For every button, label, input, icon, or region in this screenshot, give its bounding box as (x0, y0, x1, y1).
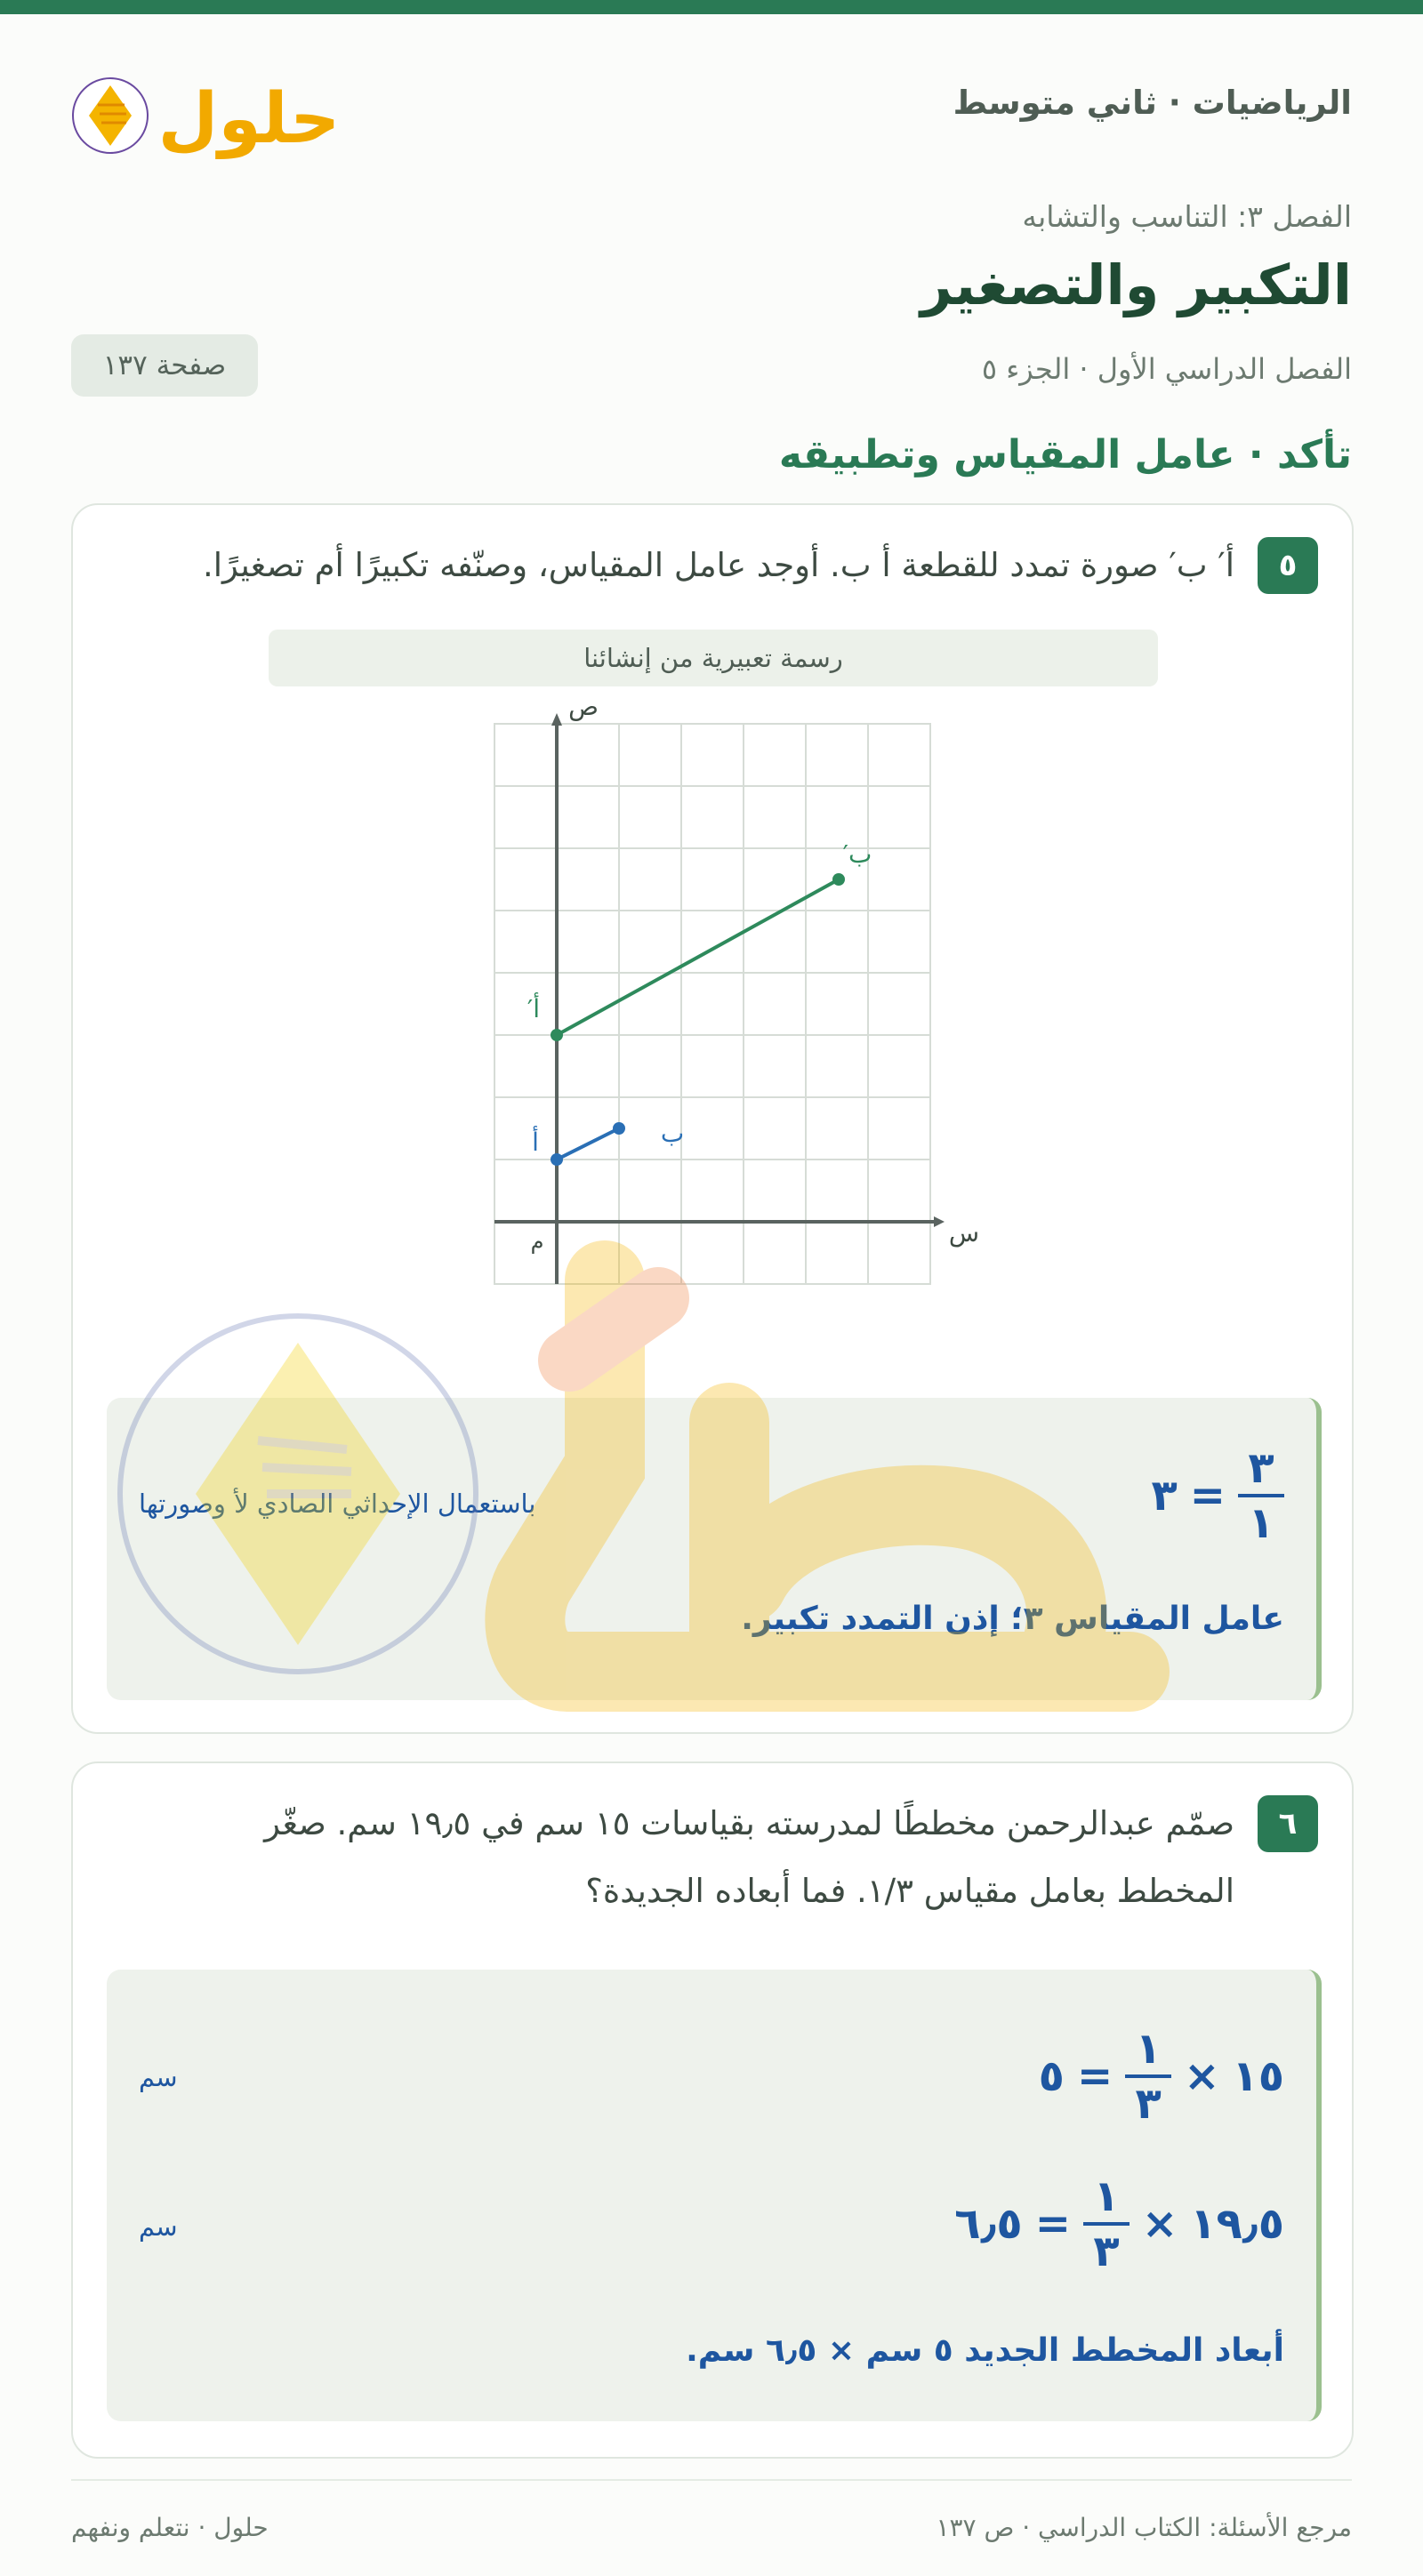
numerator: ١ (1135, 2024, 1162, 2074)
question-number-badge: ٦ (1258, 1795, 1318, 1852)
question-text-line1: صمّم عبدالرحمن مخططًا لمدرسته بقياسات ١٥ سم في ١٩٫٥ سم. صغّر (264, 1804, 1234, 1842)
page (71, 14, 1352, 2542)
grid (494, 724, 930, 1284)
dilation-graph (73, 692, 1352, 1254)
operand: ١٥ (1232, 2051, 1284, 2101)
subject-label: الرياضيات · ثاني متوسط (953, 84, 1352, 122)
segment-ab (557, 1128, 619, 1160)
footer-brand: حلول · نتعلم ونفهم (71, 2513, 269, 2542)
y-axis-label: ص (568, 692, 599, 721)
denominator: ١ (1248, 1498, 1274, 1548)
label-b: ب (660, 1119, 685, 1148)
fraction (1083, 2171, 1130, 2277)
answer-box (107, 1970, 1322, 2421)
y-axis-arrow (551, 713, 562, 726)
top-accent-bar (0, 0, 1423, 14)
chapter-label: الفصل ٣: التناسب والتشابه (1022, 199, 1352, 234)
result: ٣ (1151, 1471, 1178, 1521)
answer-box (107, 1398, 1322, 1700)
point-a-prime (551, 1029, 563, 1041)
segment-a2b2 (557, 879, 839, 1035)
fraction (1125, 2023, 1171, 2130)
footer-source: مرجع الأسئلة: الكتاب الدراسي · ص ١٣٧ (936, 2513, 1352, 2542)
point-a (551, 1153, 563, 1166)
denominator: ٣ (1093, 2227, 1120, 2276)
question-card-5 (71, 503, 1354, 1734)
header (71, 14, 1352, 201)
equation-row-2 (954, 2171, 1284, 2277)
question-number-badge: ٥ (1258, 537, 1318, 594)
times-sign: × (1184, 2051, 1220, 2101)
logo-text: حلول (157, 79, 341, 159)
fraction (1238, 1442, 1284, 1549)
answer-note: باستعمال الإحداثي الصادي لأ وصورتها (139, 1489, 536, 1519)
scale-factor-equation (1151, 1442, 1284, 1549)
numerator: ٣ (1248, 1443, 1274, 1493)
result: ٦٫٥ (954, 2199, 1023, 2249)
x-axis-label: س (948, 1218, 980, 1248)
equals-sign: = (1076, 2051, 1113, 2101)
question-text-line2: المخطط بعامل مقياس ١/٣. فما أبعاده الجديدة؟ (585, 1872, 1234, 1910)
section-heading: تأكد · عامل المقياس وتطبيقه (778, 432, 1352, 477)
equation-row-1 (1039, 2023, 1284, 2130)
answer-conclusion: عامل المقياس ٣؛ إذن التمدد تكبير. (741, 1601, 1284, 1637)
point-b (613, 1122, 625, 1135)
footer-divider (71, 2479, 1352, 2481)
denominator: ٣ (1135, 2079, 1162, 2129)
result: ٥ (1038, 2051, 1065, 2101)
page-title: التكبير والتصغير (920, 253, 1352, 317)
question-text: أ′ ب′ صورة تمدد للقطعة أ ب. أوجد عامل المقياس، وصنّفه تكبيرًا أم تصغيرًا. (203, 546, 1234, 584)
page-number-badge: صفحة ١٣٧ (71, 334, 258, 397)
label-a: أ (532, 1128, 539, 1157)
point-b-prime (832, 873, 845, 886)
origin-label: م (530, 1229, 544, 1254)
equals-sign: = (1189, 1471, 1226, 1521)
label-a-prime: أ′ (527, 994, 541, 1023)
label-b-prime: ب′ (842, 839, 872, 869)
operand: ١٩٫٥ (1190, 2199, 1284, 2249)
question-card-6 (71, 1761, 1354, 2459)
numerator: ١ (1093, 2171, 1120, 2221)
unit-label: سم (139, 2211, 178, 2242)
x-axis-arrow (934, 1216, 945, 1227)
times-sign: × (1141, 2199, 1178, 2249)
answer-conclusion: أبعاد المخطط الجديد ٥ سم × ٦٫٥ سم. (686, 2332, 1284, 2369)
equals-sign: = (1034, 2199, 1071, 2249)
hulul-logo[interactable] (71, 60, 341, 167)
unit-label: سم (139, 2062, 178, 2092)
figure-caption: رسمة تعبيرية من إنشائنا (269, 630, 1158, 686)
term-label: الفصل الدراسي الأول · الجزء ٥ (981, 352, 1352, 386)
